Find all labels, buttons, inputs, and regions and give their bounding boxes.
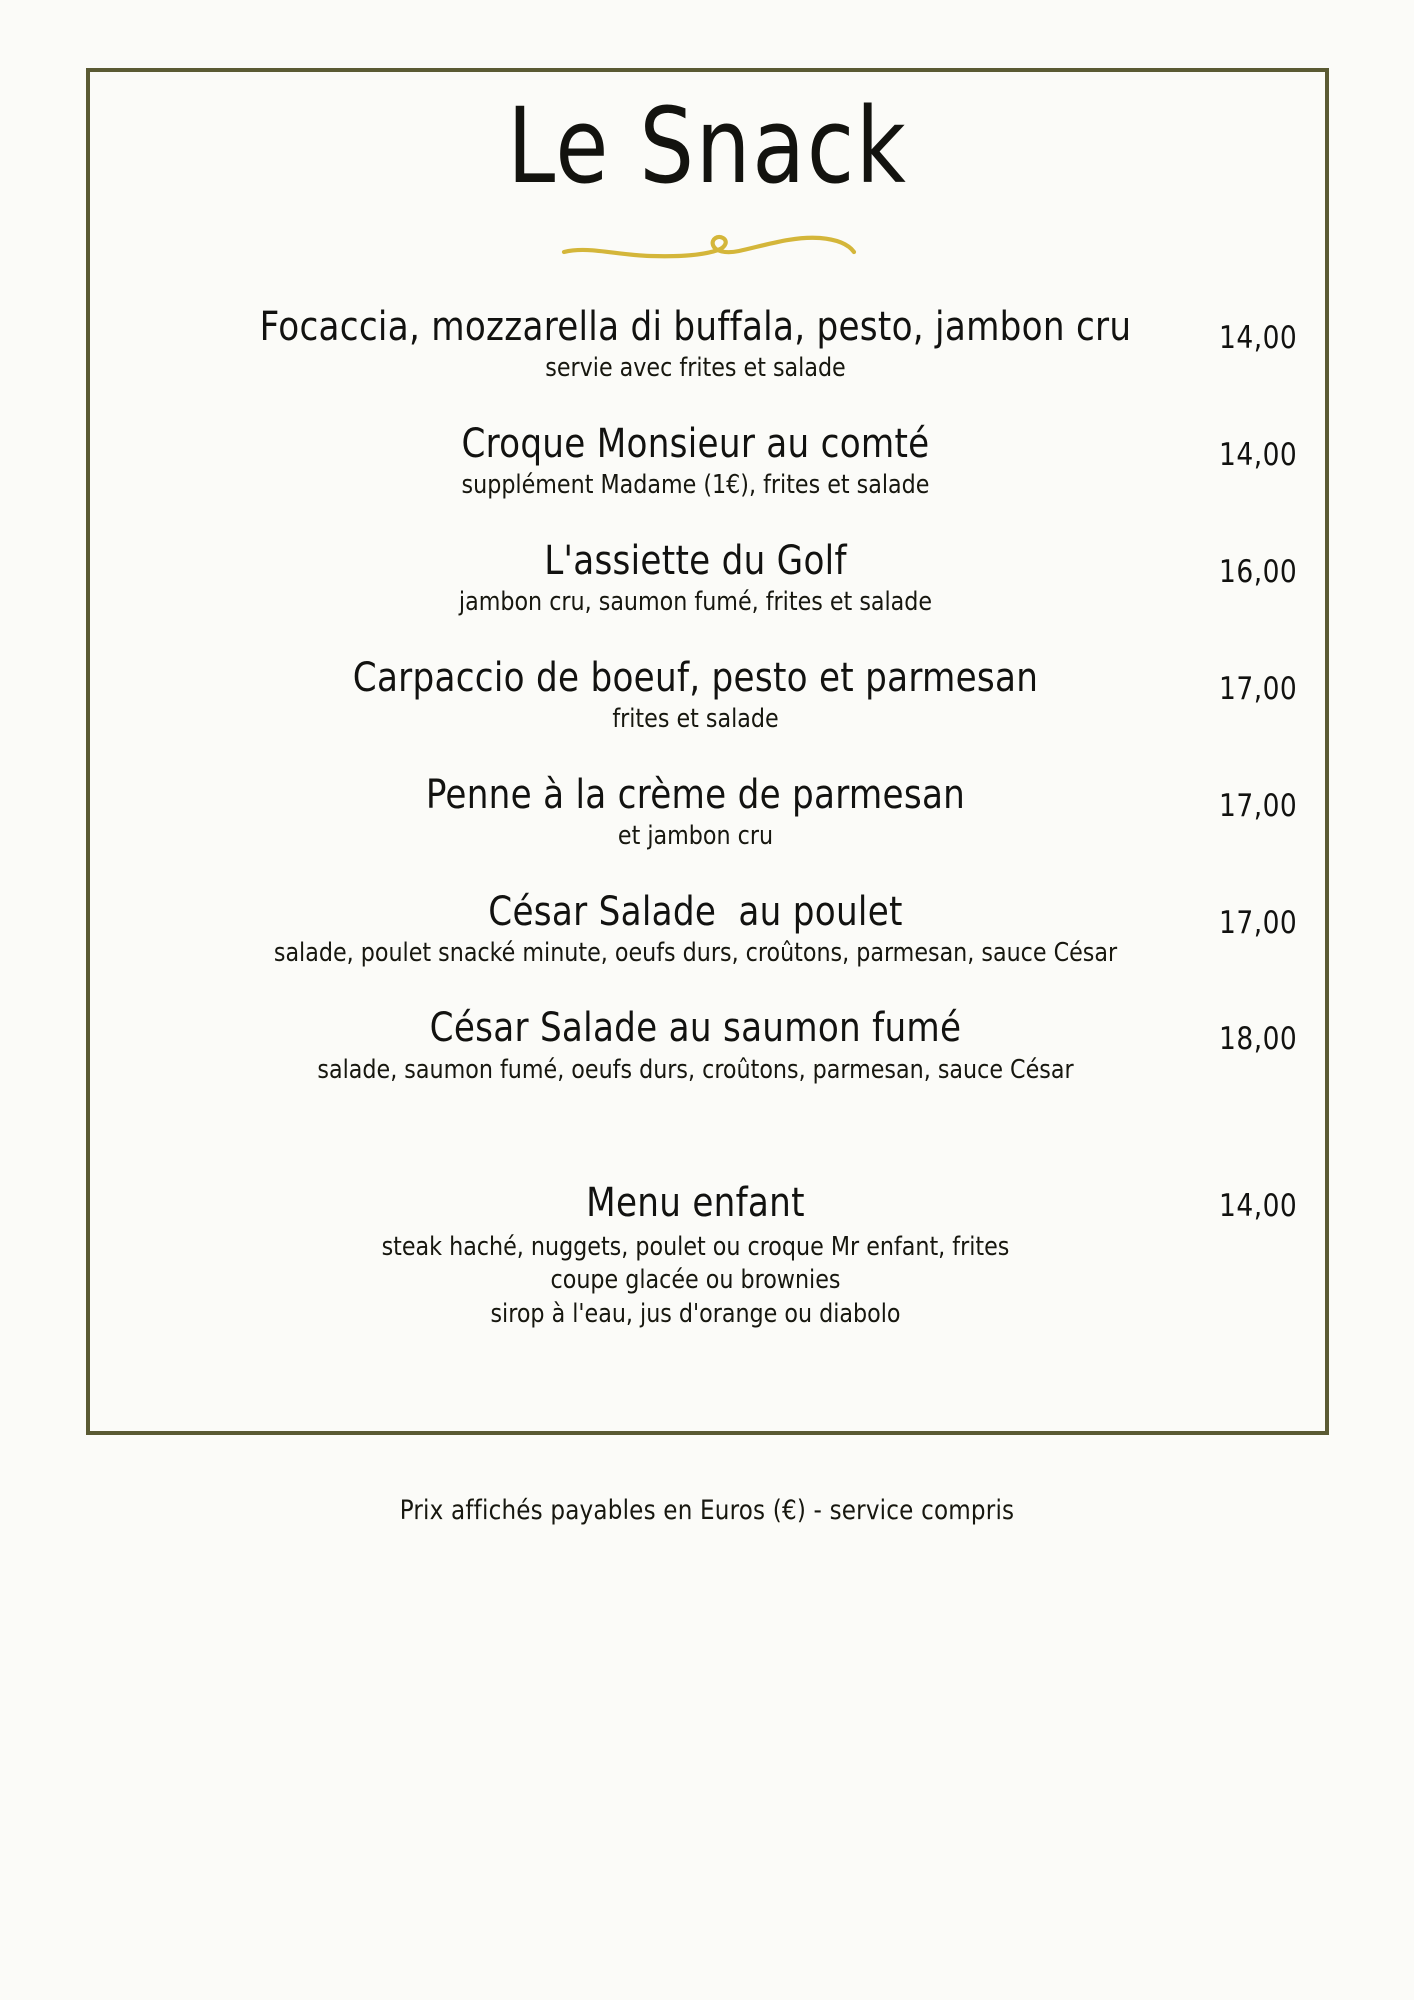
menu-item-price: 14,00: [1218, 436, 1297, 473]
menu-item-description: coupe glacée ou brownies: [550, 1265, 841, 1296]
menu-item-kids: [90, 1182, 1325, 1330]
menu-item: [90, 1007, 1325, 1086]
menu-item-description: frites et salade: [612, 703, 779, 734]
footer-note: Prix affichés payables en Euros (€) - service compris: [399, 1495, 1015, 1526]
menu-item-price: 17,00: [1218, 670, 1297, 707]
menu-item-description: et jambon cru: [617, 820, 774, 851]
menu-item: [90, 306, 1325, 385]
menu-item-name: César Salade au saumon fumé: [429, 1005, 962, 1052]
menu-item-name: Carpaccio de boeuf, pesto et parmesan: [352, 654, 1039, 701]
menu-item: [90, 654, 1325, 736]
menu-item-description: servie avec frites et salade: [545, 353, 846, 384]
menu-item-description: salade, poulet snacké minute, oeufs durs, croûtons, parmesan, sauce César: [273, 937, 1118, 968]
menu-item-description: salade, saumon fumé, oeufs durs, croûtons, parmesan, sauce César: [317, 1054, 1074, 1085]
menu-item: [90, 888, 1325, 970]
menu-item-price: 16,00: [1218, 553, 1297, 590]
menu-item-description: jambon cru, saumon fumé, frites et salade: [458, 587, 933, 617]
menu-item-name: Croque Monsieur au comté: [461, 420, 930, 467]
menu-item-name: Menu enfant: [586, 1180, 805, 1227]
menu-item-name: César Salade au poulet: [488, 888, 903, 935]
menu-item-price: 17,00: [1218, 904, 1297, 941]
menu-item-description: supplément Madame (1€), frites et salade: [461, 470, 930, 501]
menu-item-name: L'assiette du Golf: [544, 537, 847, 584]
menu-frame: [86, 68, 1329, 1435]
menu-item-price: 14,00: [1218, 320, 1297, 356]
menu-item: [90, 771, 1325, 853]
menu-header: [90, 85, 1325, 266]
menu-item: [90, 537, 1325, 619]
menu-item-description: sirop à l'eau, jus d'orange ou diabolo: [490, 1298, 901, 1329]
menu-item-name: Penne à la crème de parmesan: [425, 771, 966, 818]
menu-item-price: 14,00: [1218, 1188, 1297, 1225]
menu-item-name: Focaccia, mozzarella di buffala, pesto, jambon cru: [259, 304, 1132, 350]
menu-item-price: 18,00: [1218, 1021, 1297, 1058]
page-title: Le Snack: [507, 85, 908, 207]
menu-frame-inner: [90, 72, 1325, 1431]
menu-item-description: steak haché, nuggets, poulet ou croque Mr enfant, frites: [381, 1231, 1010, 1262]
gold-flourish-icon: [558, 222, 858, 266]
menu-items-list: [90, 306, 1325, 1331]
kids-menu-description-lines: [140, 1232, 1251, 1331]
menu-item-price: 17,00: [1218, 787, 1297, 824]
menu-item: [90, 420, 1325, 502]
